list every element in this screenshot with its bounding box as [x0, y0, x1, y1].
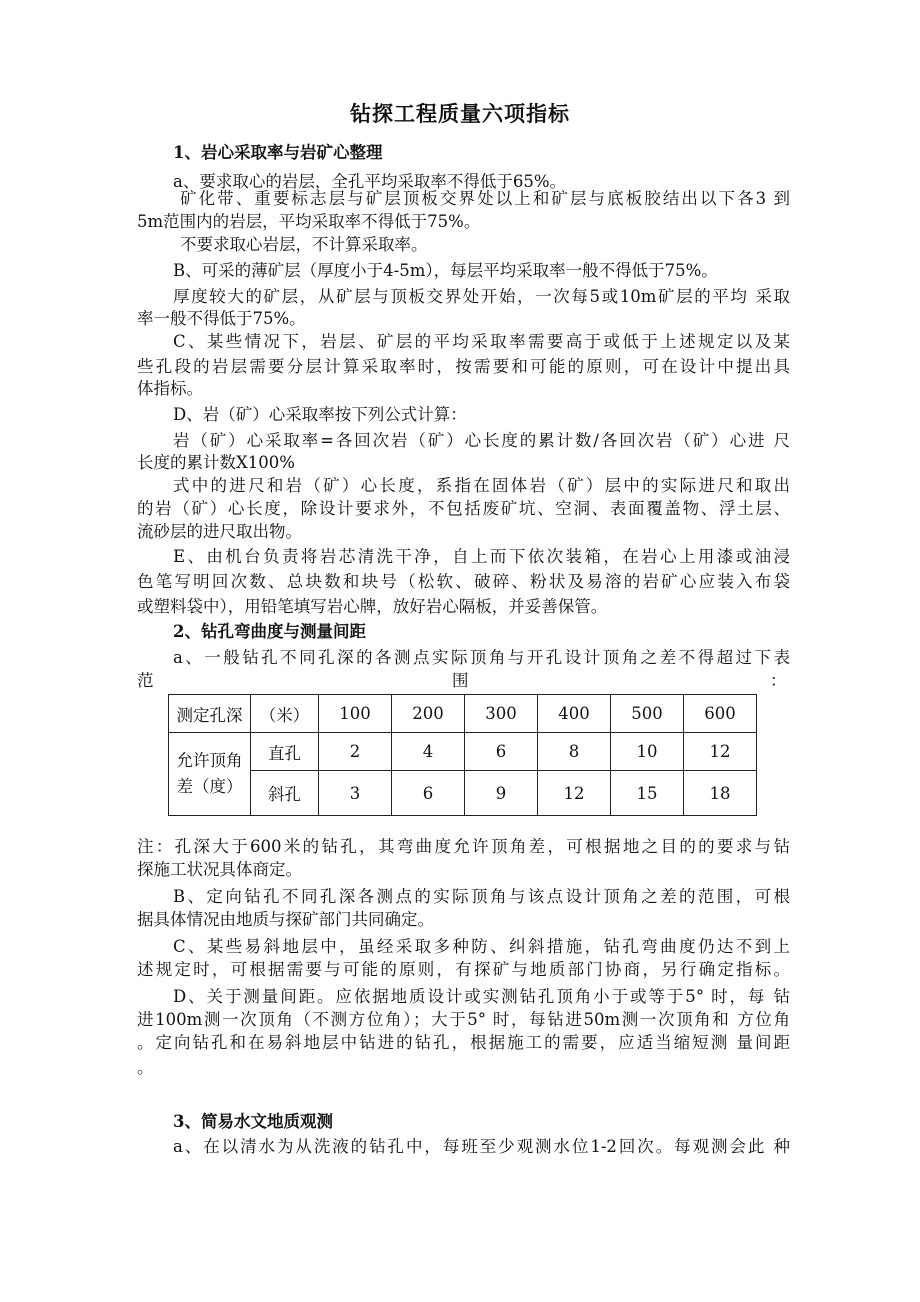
paragraph-line: E、由机台负责将岩芯清洗干净，自上而下依次装箱，在岩心上用漆或油浸	[173, 547, 790, 566]
table-cell: 3	[319, 771, 392, 816]
table-cell: 8	[538, 733, 611, 771]
table-cell: 12	[538, 771, 611, 816]
note-line: 探施工状况具体商定。	[137, 860, 302, 879]
note-line: 注：孔深大于600米的钻孔，其弯曲度允许顶角差，可根据地之目的的要求与钻	[137, 837, 790, 856]
spread-text-2: 围	[452, 671, 469, 690]
document-title: 钻探工程质量六项指标	[350, 101, 570, 126]
paragraph-line: D、关于测量间距。应依据地质设计或实测钻孔顶角小于或等于5° 时，每 钻	[173, 987, 790, 1006]
paragraph-line: 进100m测一次顶角（不测方位角）；大于5° 时，每钻进50m测一次顶角和 方位角	[137, 1010, 790, 1029]
paragraph-line: 长度的累计数X100%	[137, 453, 295, 472]
paragraph-line: 岩（矿）心采取率=各回次岩（矿）心长度的累计数/各回次岩（矿）心进 尺	[173, 431, 790, 450]
paragraph-line: B、定向钻孔不同孔深各测点的实际顶角与该点设计顶角之差的范围，可根	[173, 887, 790, 906]
row-label: 斜孔	[251, 771, 319, 816]
table-header-cell: 400	[538, 695, 611, 733]
row-label: 直孔	[251, 733, 319, 771]
table-row	[169, 733, 757, 771]
table-cell: 6	[465, 733, 538, 771]
table-header-cell: 100	[319, 695, 392, 733]
paragraph-line: C、某些情况下，岩层、矿层的平均采取率需要高于或低于上述规定以及某	[173, 332, 790, 351]
paragraph-line: 流砂层的进尺取出物。	[137, 522, 302, 541]
table-row	[169, 771, 757, 816]
paragraph-line: 。定向钻孔和在易斜地层中钻进的钻孔，根据施工的需要，应适当缩短测 量间距	[137, 1033, 790, 1052]
section-heading: 1、岩心采取率与岩矿心整理	[173, 143, 383, 162]
table-header-cell: （米）	[251, 695, 319, 733]
spread-text-3: ：	[770, 671, 787, 690]
paragraph-line: D、岩（矿）心采取率按下列公式计算：	[173, 405, 467, 424]
row-group-label: 允许顶角差（度）	[169, 733, 251, 816]
table-cell: 15	[611, 771, 684, 816]
paragraph-line: 5m范围内的岩层，平均采取率不得低于75%。	[137, 212, 481, 231]
table-header-cell: 200	[392, 695, 465, 733]
paragraph-line: C、某些易斜地层中，虽经采取多种防、纠斜措施，钻孔弯曲度仍达不到上	[173, 937, 790, 956]
paragraph-line: 率一般不得低于75%。	[137, 309, 306, 328]
paragraph-line: 不要求取心岩层，不计算采取率。	[180, 235, 428, 254]
paragraph-line: 些孔段的岩层需要分层计算采取率时，按需要和可能的原则，可在设计中提出具	[137, 357, 790, 376]
paragraph-line: B、可采的薄矿层（厚度小于4-5m），每层平均采取率一般不得低于75%。	[173, 261, 718, 280]
paragraph-line: 色笔写明回次数、总块数和块号（松软、破碎、粉状及易溶的岩矿心应装入布袋	[137, 572, 790, 591]
paragraph-line: a、要求取心的岩层，全孔平均采取率不得低于65%。	[173, 172, 567, 191]
paragraph-line: 式中的进尺和岩（矿）心长度，系指在固体岩（矿）层中的实际进尺和取出	[173, 476, 790, 495]
table-cell: 10	[611, 733, 684, 771]
table-cell: 18	[684, 771, 757, 816]
paragraph-line: 或塑料袋中），用铅笔填写岩心牌，放好岩心隔板，并妥善保管。	[137, 597, 608, 616]
paragraph-line: 。	[137, 1058, 154, 1077]
deviation-table	[168, 694, 757, 816]
paragraph-line: a、一般钻孔不同孔深的各测点实际顶角与开孔设计顶角之差不得超过下表	[173, 648, 790, 667]
paragraph-line: 据具体情况由地质与探矿部门共同确定。	[137, 910, 434, 929]
table-header-cell: 300	[465, 695, 538, 733]
table-cell: 4	[392, 733, 465, 771]
paragraph-line: 厚度较大的矿层，从矿层与顶板交界处开始，一次每5或10m矿层的平均 采取	[173, 287, 790, 306]
section-heading: 3、简易水文地质观测	[173, 1112, 333, 1131]
table-cell: 9	[465, 771, 538, 816]
table-cell: 6	[392, 771, 465, 816]
table-header-cell: 500	[611, 695, 684, 733]
paragraph-line: 述规定时，可根据需要与可能的原则，有探矿与地质部门协商，另行确定指标。	[137, 960, 790, 979]
table-header-cell: 600	[684, 695, 757, 733]
paragraph-line: 矿化带、重要标志层与矿层顶板交界处以上和矿层与底板胶结出以下各3 到	[180, 189, 790, 208]
spread-text-1: 范	[137, 671, 154, 690]
paragraph-line: 的岩（矿）心长度，除设计要求外，不包括废矿坑、空洞、表面覆盖物、浮土层、	[137, 499, 790, 518]
table-header-row	[169, 695, 757, 733]
table-header-cell: 测定孔深	[169, 695, 251, 733]
paragraph-line: a、在以清水为从洗液的钻孔中，每班至少观测水位1-2回次。每观测会此 种	[173, 1137, 790, 1156]
paragraph-line: 体指标。	[137, 379, 203, 398]
table-cell: 2	[319, 733, 392, 771]
section-heading: 2、钻孔弯曲度与测量间距	[173, 622, 366, 641]
table-cell: 12	[684, 733, 757, 771]
